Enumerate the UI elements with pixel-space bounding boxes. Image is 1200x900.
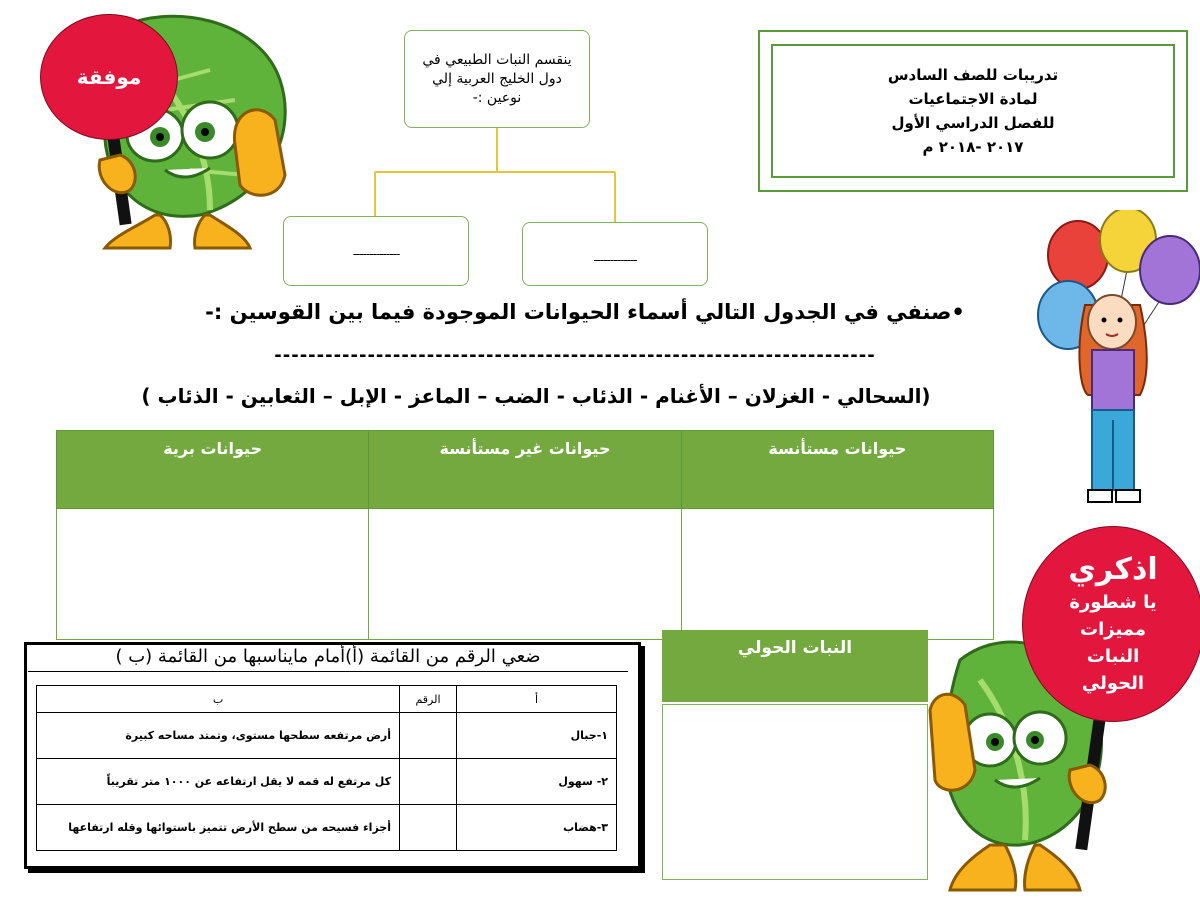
remember-badge-line-1: يا شطورة [1069,592,1157,613]
header-line-4: ٢٠١٧ -٢٠١٨ م [922,138,1024,156]
concept-map-root-text: ينقسم النبات الطبيعي في دول الخليج العربية إلي نوعين :- [422,51,572,106]
matching-a-cell: ٣-هضاب [457,805,617,851]
concept-map-connectors [370,128,630,224]
animals-list: (السحالي - الغزلان – الأغنام - الذئاب - الضب – الماعز - الإبل – الثعابين - الذئاب ) [141,384,931,408]
remember-badge-title: اذكري [1068,552,1158,587]
matching-a-cell: ١-جبال [457,713,617,759]
annual-vegetation-title [662,630,928,702]
matching-b-cell: أرض مرتفعه سطحها مستوى، وتمتد مساحه كبيرة [37,713,400,759]
annual-vegetation-answer[interactable] [662,704,928,880]
matching-a-cell: ٢- سهول [457,759,617,805]
approve-badge [40,14,178,140]
right-blank: ------------- [593,253,637,267]
table-row [37,713,617,759]
left-blank: -------------- [352,247,400,261]
header-line-3: للفصل الدراسي الأول [891,114,1055,132]
girl-balloons-icon [1030,210,1200,510]
matching-num-cell[interactable] [400,713,457,759]
header-frame [771,44,1175,178]
matching-num-cell[interactable] [400,805,457,851]
header-line-2: لمادة الاجتماعيات [908,90,1038,108]
answer-cell-non-domesticated[interactable] [369,509,681,640]
header-non-domesticated: حيوانات غير مستأنسة [369,431,681,509]
remember-badge-line-2: مميزات [1080,619,1147,640]
annual-vegetation-label: النبات الحولي [737,638,853,658]
matching-header-num: الرقم [400,686,457,713]
matching-b-cell: أجزاء فسيحه من سطح الأرض تتميز باستوائها وقله ارتفاعها [37,805,400,851]
matching-header-a: أ [457,686,617,713]
remember-badge-line-3: النبات [1086,646,1140,667]
concept-map-right-box[interactable] [522,222,708,286]
matching-b-cell: كل مرتفع له قمه لا يقل ارتفاعه عن ١٠٠٠ متر تقريباً [37,759,400,805]
matching-table [36,685,617,851]
classification-table [56,430,994,640]
separator-line: ----------------------------------------------------------------------- [274,345,876,366]
remember-badge [1022,526,1200,722]
header-line-1: تدريبات للصف السادس [887,66,1059,84]
table-row [37,805,617,851]
matching-title: ضعي الرقم من القائمة (أ)أمام ماينا‌سبها من القائمة (ب ) [28,645,628,672]
matching-num-cell[interactable] [400,759,457,805]
classification-instruction: •صنفي في الجدول التالي أسماء الحيوانات الموجودة فيما بين القوسين :- [205,300,965,324]
header-wild: حيوانات برية [57,431,369,509]
answer-cell-wild[interactable] [57,509,369,640]
matching-header-b: ب [37,686,400,713]
approve-badge-text: موفقة [76,65,142,89]
concept-map-root [404,30,590,128]
header-domesticated: حيوانات مستأنسة [681,431,993,509]
concept-map-left-box[interactable] [283,216,469,286]
table-row [37,759,617,805]
remember-badge-line-4: الحولي [1081,673,1145,694]
